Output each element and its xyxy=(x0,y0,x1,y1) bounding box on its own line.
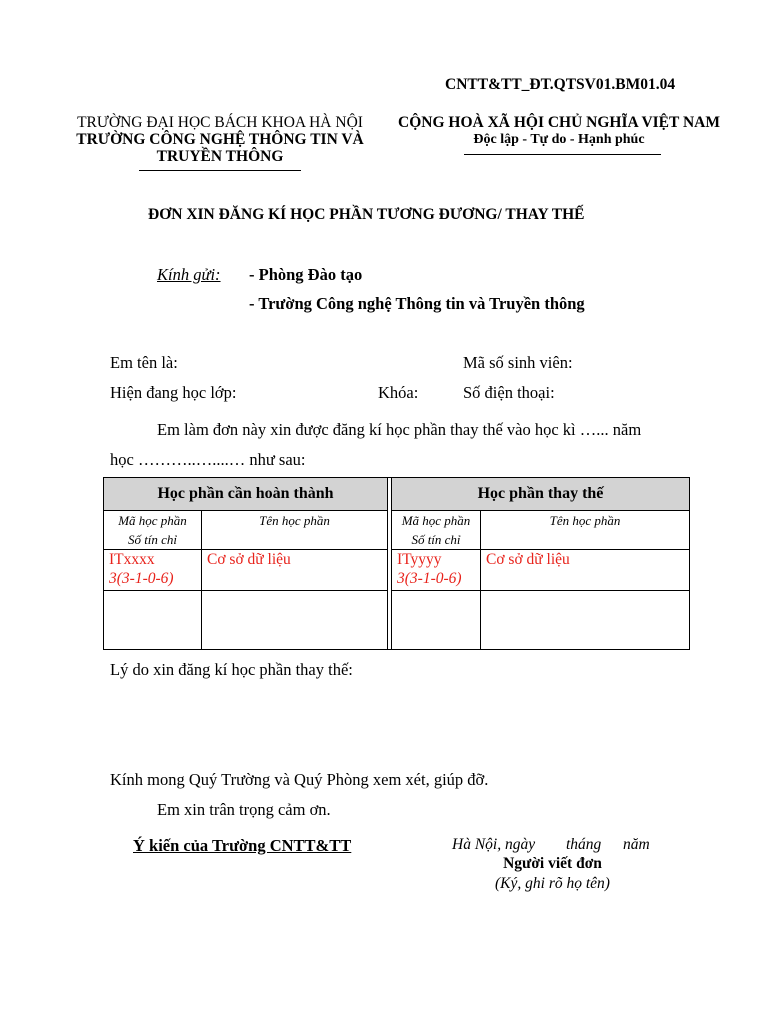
col-code-credits-right xyxy=(392,511,481,550)
col-name-label: Tên học phần xyxy=(549,513,621,528)
document-title: ĐƠN XIN ĐĂNG KÍ HỌC PHẦN TƯƠNG ĐƯƠNG/ THAY THẾ xyxy=(148,206,585,223)
closing-thanks: Em xin trân trọng cảm ơn. xyxy=(157,800,331,819)
right-course-code: ITyyyy xyxy=(397,551,442,568)
right-course-credits: 3(3-1-0-6) xyxy=(397,570,462,587)
sign-note: (Ký, ghi rõ họ tên) xyxy=(495,875,610,892)
course-year-label: Khóa: xyxy=(378,383,419,402)
left-course-code: ITxxxx xyxy=(109,551,155,568)
writer-label: Người viết đơn xyxy=(503,855,602,872)
recipients-label: Kính gửi: xyxy=(157,265,221,284)
school-name-line1: TRƯỜNG CÔNG NGHỆ THÔNG TIN VÀ xyxy=(76,131,364,148)
name-label: Em tên là: xyxy=(110,353,178,372)
student-id-label: Mã số sinh viên: xyxy=(463,353,573,372)
class-label: Hiện đang học lớp: xyxy=(110,383,237,402)
date-prefix: Hà Nội, ngày xyxy=(452,836,536,853)
national-motto: Độc lập - Tự do - Hạnh phúc xyxy=(473,132,645,147)
table-header-replacement: Học phần thay thế xyxy=(392,478,690,511)
recipient-training-office: - Phòng Đào tạo xyxy=(249,265,363,284)
left-course-name: Cơ sở dữ liệu xyxy=(202,550,388,591)
left-course-credits: 3(3-1-0-6) xyxy=(109,570,174,587)
date-year: năm xyxy=(623,836,650,853)
col-code-credits-left xyxy=(104,511,202,550)
university-name: TRƯỜNG ĐẠI HỌC BÁCH KHOA HÀ NỘI xyxy=(77,114,363,131)
date-month: tháng xyxy=(566,836,602,853)
col-code-label: Mã học phần xyxy=(401,513,471,528)
col-code-label: Mã học phần xyxy=(118,513,187,528)
col-name-right xyxy=(481,511,690,550)
table-row xyxy=(104,550,690,591)
header-left-underline xyxy=(139,170,301,171)
request-text-line1: Em làm đơn này xin được đăng kí học phần thay thế vào học kì …... năm xyxy=(157,420,642,439)
table-row-empty xyxy=(104,591,690,650)
form-code: CNTT&TT_ĐT.QTSV01.BM01.04 xyxy=(445,76,676,93)
header-right xyxy=(396,114,722,148)
school-opinion-label: Ý kiến của Trường CNTT&TT xyxy=(133,836,352,855)
recipient-school: - Trường Công nghệ Thông tin và Truyền thông xyxy=(249,294,585,313)
reason-label: Lý do xin đăng kí học phần thay thế: xyxy=(110,660,353,679)
course-table xyxy=(103,477,690,650)
table-header-required: Học phần cần hoàn thành xyxy=(104,478,388,511)
phone-label: Số điện thoại: xyxy=(463,383,555,402)
col-credits-label: Số tín chỉ xyxy=(127,532,178,547)
school-name-line2: TRUYỀN THÔNG xyxy=(156,148,284,165)
header-right-underline xyxy=(464,154,661,155)
national-title: CỘNG HOÀ XÃ HỘI CHỦ NGHĨA VIỆT NAM xyxy=(398,114,720,131)
request-text-line2: học ………..…....… như sau: xyxy=(110,450,306,469)
closing-request: Kính mong Quý Trường và Quý Phòng xem xét, giúp đỡ. xyxy=(110,770,489,789)
right-course-name: Cơ sở dữ liệu xyxy=(481,550,690,591)
col-name-left xyxy=(202,511,388,550)
header-left xyxy=(68,114,372,165)
col-credits-label: Số tín chỉ xyxy=(411,532,461,547)
col-name-label: Tên học phần xyxy=(259,513,330,528)
